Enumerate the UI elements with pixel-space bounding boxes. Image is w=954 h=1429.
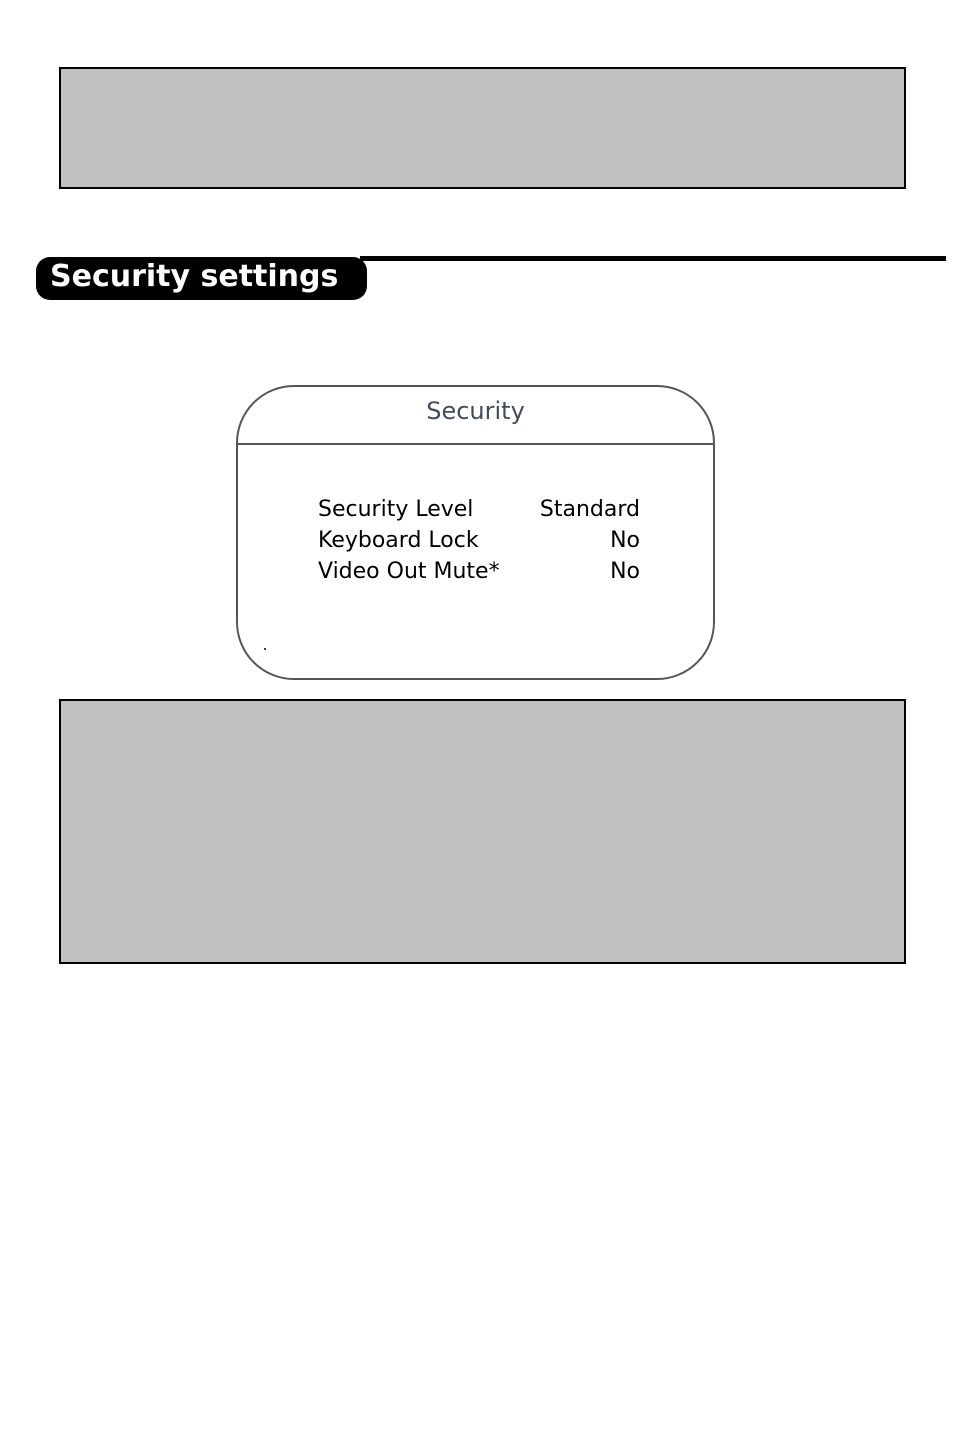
osd-title-divider <box>238 443 713 445</box>
menu-item-value: No <box>610 528 640 553</box>
osd-title: Security <box>426 397 525 425</box>
section-header-rule <box>360 256 946 261</box>
section-title: Security settings <box>50 259 339 294</box>
menu-item-label: Security Level <box>318 497 474 522</box>
menu-item-label: Keyboard Lock <box>318 528 479 553</box>
menu-item-value: No <box>610 559 640 584</box>
gray-placeholder-box-bottom <box>59 699 906 964</box>
menu-item-value: Standard <box>539 497 640 522</box>
menu-item-security-level[interactable] <box>318 497 640 527</box>
menu-item-keyboard-lock[interactable] <box>318 528 640 558</box>
osd-stray-dot <box>264 648 266 650</box>
gray-placeholder-box-top <box>59 67 906 189</box>
security-osd-panel <box>236 385 715 680</box>
menu-item-label: Video Out Mute* <box>318 559 500 584</box>
menu-item-video-out-mute[interactable] <box>318 559 640 589</box>
section-header-tab <box>36 257 367 300</box>
